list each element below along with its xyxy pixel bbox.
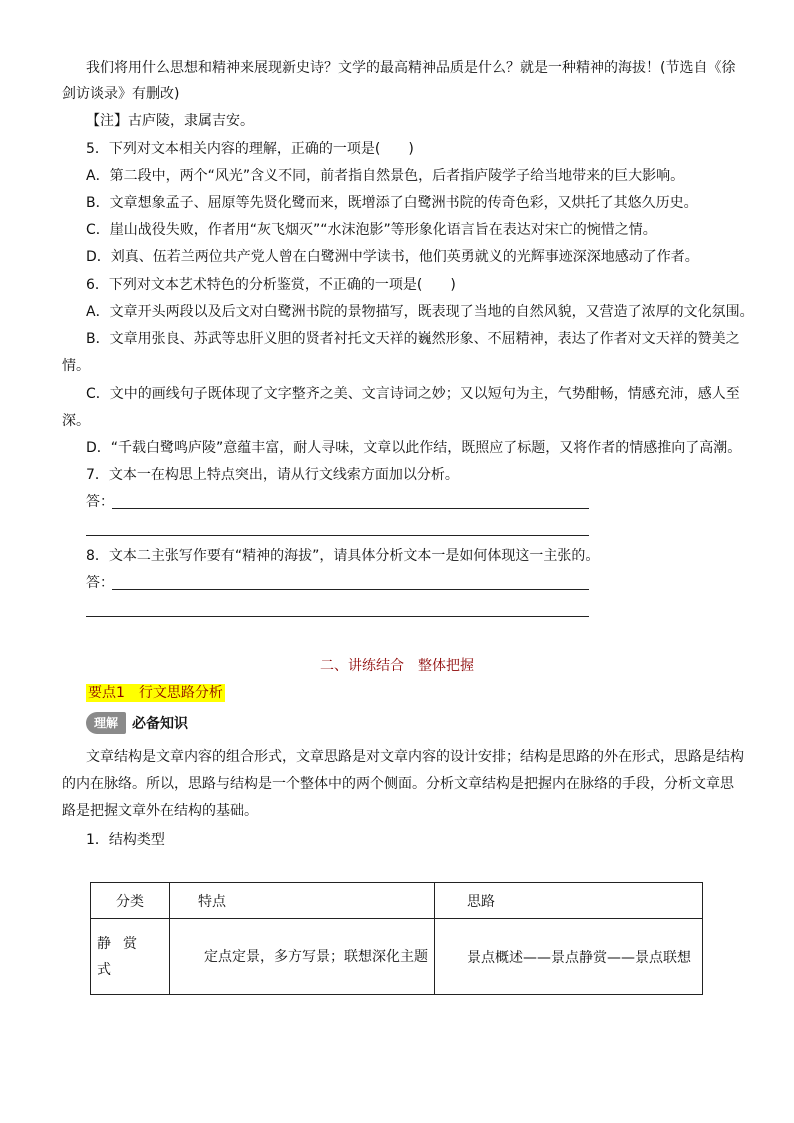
intro-line-1: 我们将用什么思想和精神来展现新史诗？文学的最高精神品质是什么？就是一种精神的海拔！(节选自《徐	[86, 60, 736, 76]
cell-feature: 定点定景，多方写景；联想深化主题	[170, 919, 435, 995]
q6-option-b-cont: 情。	[62, 358, 90, 374]
key-point-heading: 要点1 行文思路分析	[88, 685, 223, 701]
header-route: 思路	[435, 883, 703, 919]
q6-option-d: D．“千载白鹭鸣庐陵”意蕴丰富，耐人寻味，文章以此作结，既照应了标题，又将作者的情感推向了高潮。	[86, 440, 742, 456]
structure-paragraph: 文章结构是文章内容的组合形式，文章思路是对文章内容的设计安排；结构是思路的外在形式，思路是结构的内在脉络。所以，思路与结构是一个整体中的两个侧面。分析文章结构是把握内在脉络的手段，分析文章思路是把握文章外在结构的基础。	[62, 749, 744, 819]
understand-badge-icon: 理解	[86, 712, 126, 734]
section-title: 二、讲练结合 整体把握	[320, 658, 474, 674]
q6-option-c: C．文中的画线句子既体现了文字整齐之美、文言诗词之妙；又以短句为主，气势酣畅，情感充沛，感人至	[86, 386, 740, 402]
essential-knowledge-label: 必备知识	[132, 716, 188, 732]
list-heading: 1．结构类型	[86, 832, 165, 848]
q6-option-c-cont: 深。	[62, 413, 90, 429]
q7-answer-line-1[interactable]	[112, 508, 589, 509]
essential-knowledge-header	[86, 712, 188, 734]
q5-option-b: B．文章想象孟子、屈原等先贤化鹭而来，既增添了白鹭洲书院的传奇色彩，又烘托了其悠久历史。	[86, 195, 698, 211]
q8-answer-line-1[interactable]	[112, 589, 589, 590]
q5-option-d: D．刘真、伍若兰两位共产党人曾在白鹭洲中学读书，他们英勇就义的光辉事迹深深地感动了作者。	[86, 249, 699, 265]
cell-route: 景点概述——景点静赏——景点联想	[435, 919, 703, 995]
header-category: 分类	[91, 883, 170, 919]
q7-answer-line-2[interactable]	[86, 535, 589, 536]
q8-answer-label: 答：	[86, 575, 114, 591]
header-feature: 特点	[170, 883, 435, 919]
q5-stem: 5．下列对文本相关内容的理解，正确的一项是( )	[86, 141, 414, 157]
table-header-row	[91, 883, 703, 919]
q6-stem: 6．下列对文本艺术特色的分析鉴赏，不正确的一项是( )	[86, 277, 456, 293]
table-row	[91, 919, 703, 995]
q7-answer-label: 答：	[86, 494, 114, 510]
q6-option-b: B．文章用张良、苏武等忠肝义胆的贤者衬托文天祥的巍然形象、不屈精神，表达了作者对文天祥的赞美之	[86, 331, 740, 347]
intro-line-2: 剑访谈录》有删改)	[62, 86, 180, 102]
q5-option-c: C．崖山战役失败，作者用“灰飞烟灭”“水沫泡影”等形象化语言旨在表达对宋亡的惋惜之情。	[86, 222, 657, 238]
q8-answer-line-2[interactable]	[86, 616, 589, 617]
q5-option-a: A．第二段中，两个“风光”含义不同，前者指自然景色，后者指庐陵学子给当地带来的巨大影响。	[86, 168, 685, 184]
q6-option-a: A．文章开头两段以及后文对白鹭洲书院的景物描写，既表现了当地的自然风貌，又营造了浓厚的文化氛围。	[86, 304, 754, 320]
structure-table	[90, 882, 703, 995]
q8-stem: 8．文本二主张写作要有“精神的海拔”，请具体分析文本一是如何体现这一主张的。	[86, 548, 600, 564]
q7-stem: 7．文本一在构思上特点突出，请从行文线索方面加以分析。	[86, 467, 459, 483]
cell-type: 静赏式	[91, 919, 170, 995]
note: 【注】古庐陵，隶属吉安。	[86, 113, 254, 129]
